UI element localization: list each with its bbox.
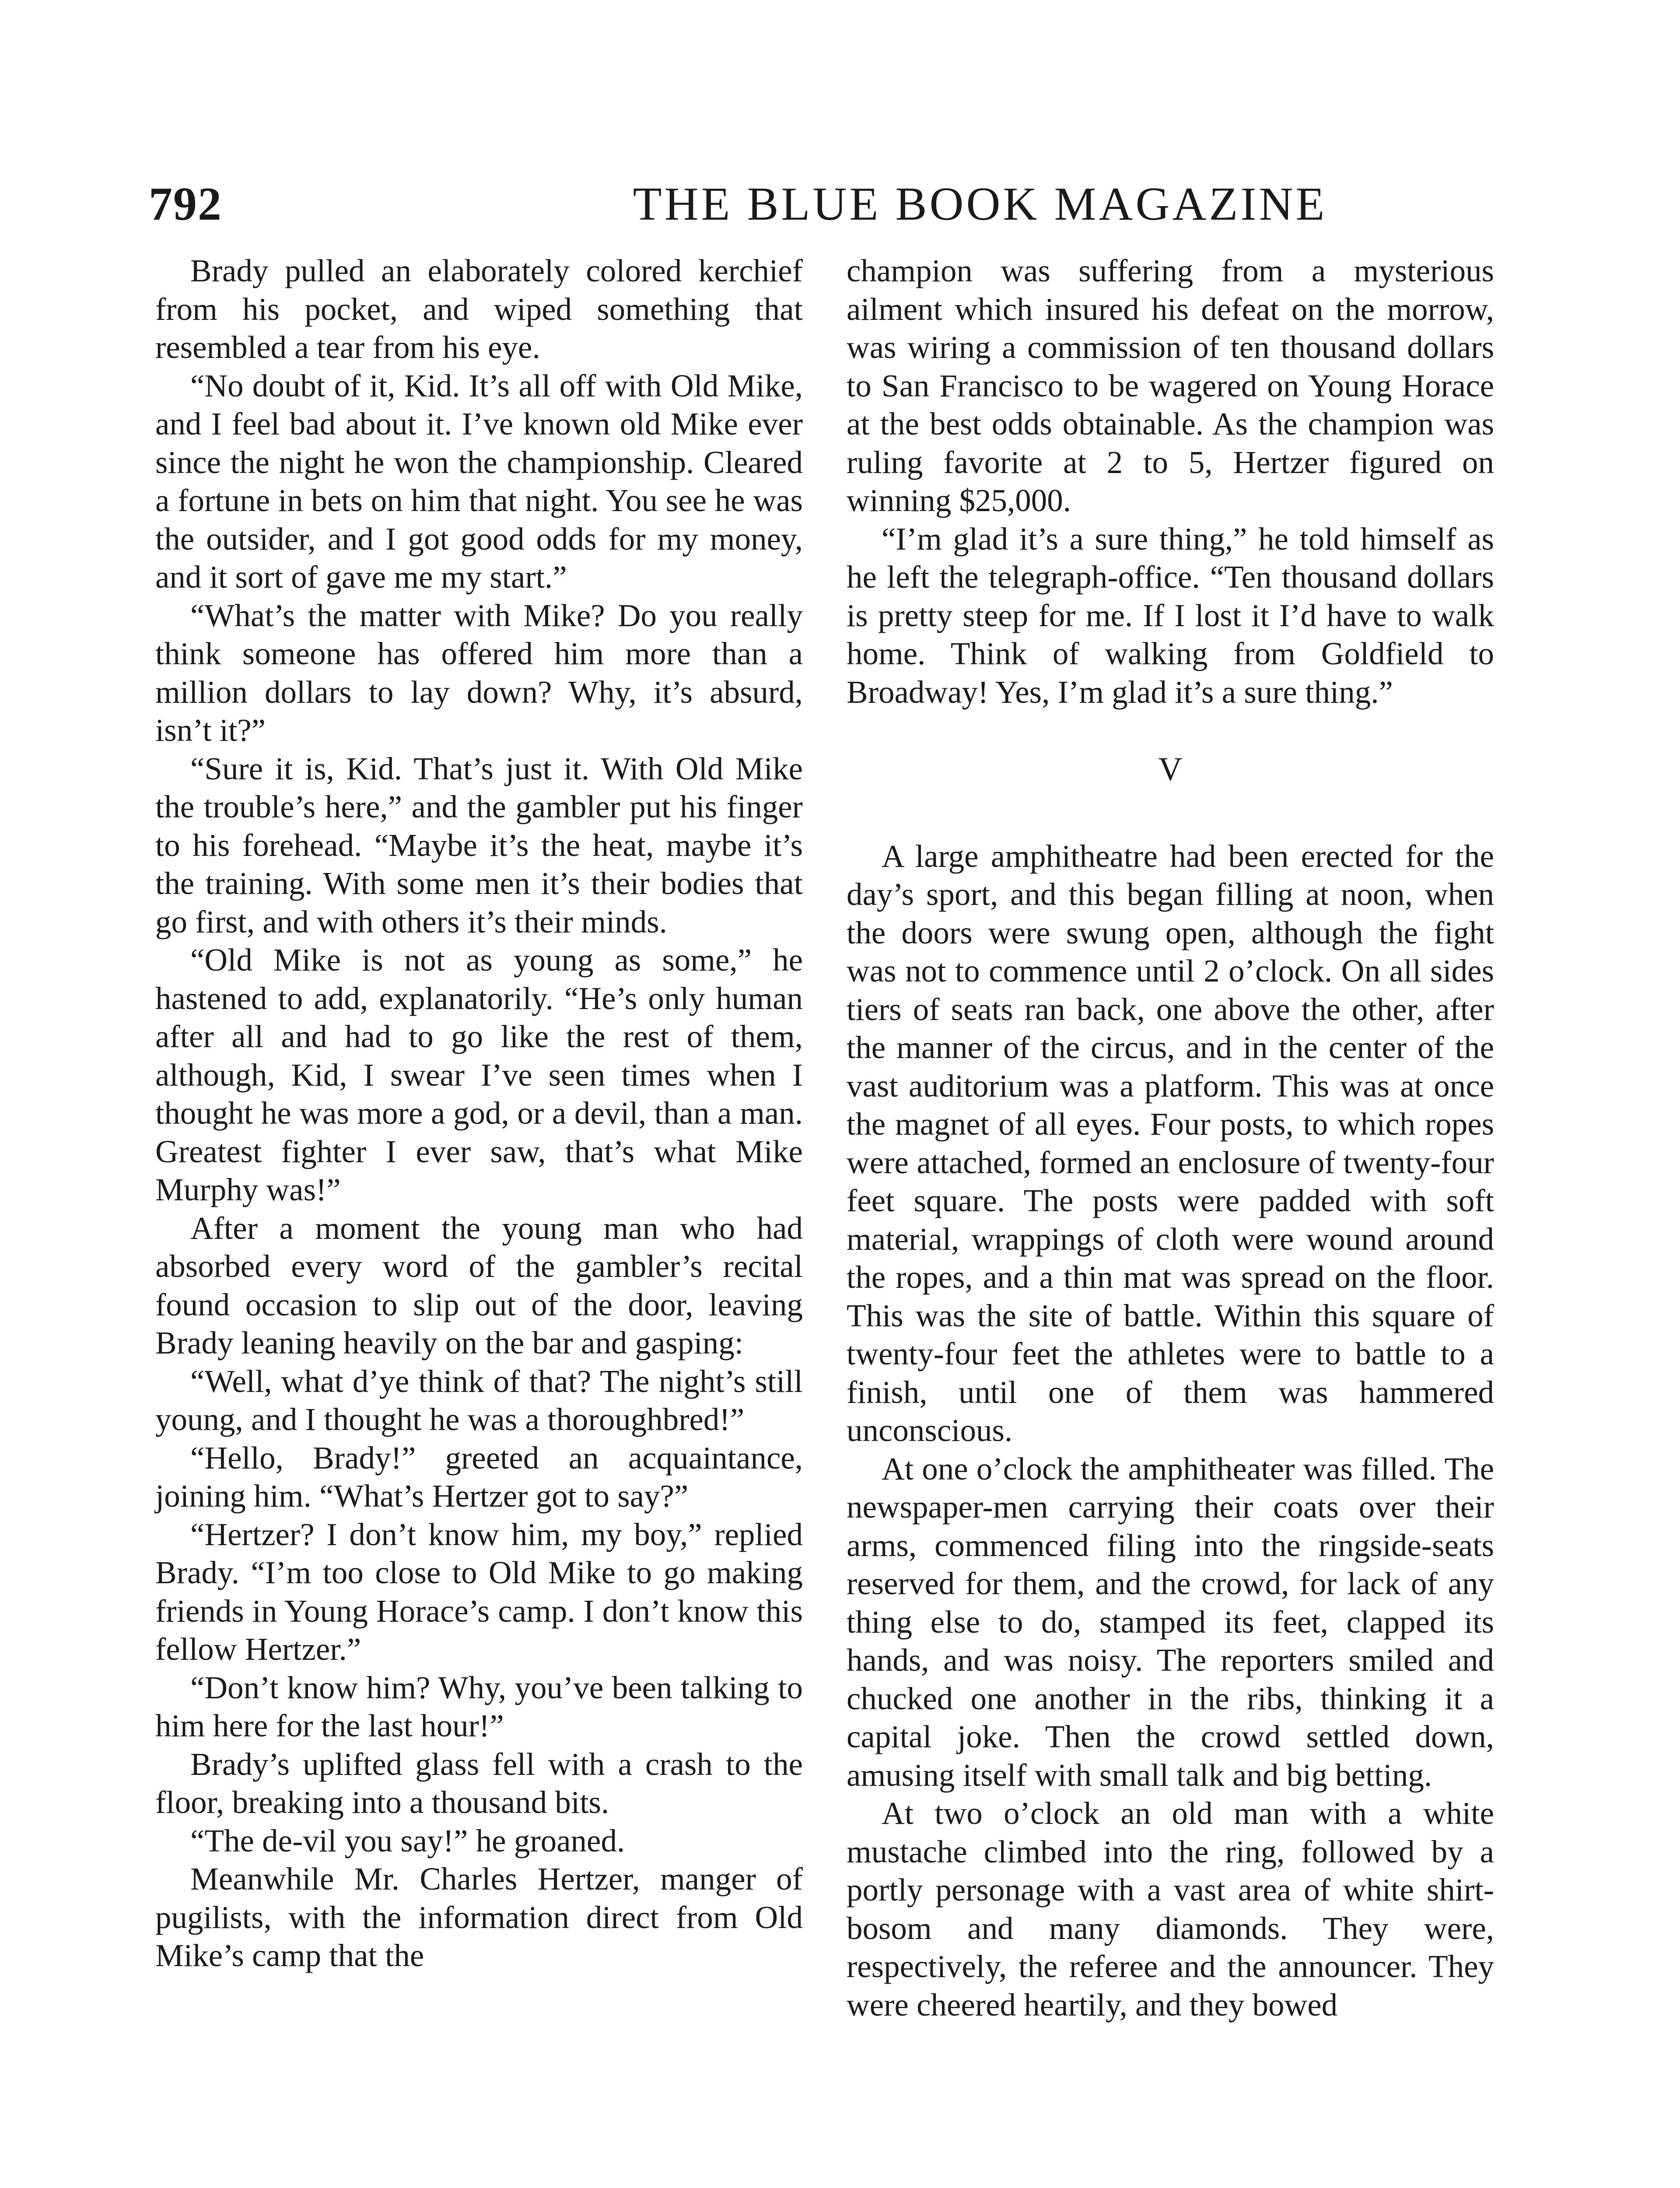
paragraph: At two o’clock an old man with a white mustache climbed into the ring, followed by a portly personage with a vast area of white shirt-bosom and many diamonds. They were, respectively, the referee and the announcer. They were cheered heartily, and they bowed [847, 1795, 1494, 2023]
paragraph: Brady’s uplifted glass fell with a crash to the floor, breaking into a thousand bits. [155, 1746, 803, 1820]
paragraph: “The de-vil you say!” he groaned. [190, 1823, 625, 1858]
paragraph: “Sure it is, Kid. That’s just it. With Old Mike the trouble’s here,” and the gambler put his finger to his forehead. “Maybe it’s the heat, maybe it’s the training. With some men it’s their bodies that go first, and with others it’s their minds. [155, 750, 803, 940]
page-header [149, 172, 1505, 237]
paragraph: At one o’clock the amphitheater was filled. The newspaper-men carrying their coats over their arms, commenced filing into the ringside-seats reserved for them, and the crowd, for lack of any thing else to do, stamped its feet, clapped its hands, and was noisy. The reporters smiled and chucked one another in the ribs, thinking it a capital joke. Then the crowd settled down, amusing itself with small talk and big betting. [847, 1451, 1494, 1793]
paragraph: “I’m glad it’s a sure thing,” he told himself as he left the telegraph-office. “Ten thousand dollars is pretty steep for me. If I lost it I’d have to walk home. Think of walking from Goldfield to Broadway! Yes, I’m glad it’s a sure thing.” [847, 521, 1494, 710]
paragraph: “Hertzer? I don’t know him, my boy,” replied Brady. “I’m too close to Old Mike to go making friends in Young Horace’s camp. I don’t know this fellow Hertzer.” [155, 1516, 803, 1667]
paragraph-continued: champion was suffering from a mysterious ailment which insured his defeat on the morrow, was wiring a commission of ten thousand dollars to San Francisco to be wagered on Young Horace at the best odds obtainable. As the champion was ruling favorite at 2 to 5, Hertzer figured on winning $25,000. [847, 253, 1494, 518]
paragraph: “Hello, Brady!” greeted an acquaintance, joining him. “What’s Hertzer got to say?” [155, 1440, 803, 1514]
paragraph: “Well, what d’ye think of that? The night’s still young, and I thought he was a thoroughbred!” [155, 1363, 803, 1437]
paragraph: “What’s the matter with Mike? Do you really think someone has offered him more than a million dollars to lay down? Why, it’s absurd, isn’t it?” [155, 597, 803, 748]
paragraph: Brady pulled an elaborately colored kerchief from his pocket, and wiped something that resembled a tear from his eye. [155, 253, 803, 365]
paragraph: A large amphitheatre had been erected for the day’s sport, and this began filling at noon, when the doors were swung open, although the fight was not to commence until 2 o’clock. On all sides tiers of seats ran back, one above the other, after the manner of the circus, and in the center of the vast auditorium was a platform. This was at once the magnet of all eyes. Four posts, to which ropes were attached, formed an enclosure of twenty-four feet square. The posts were padded with soft material, wrappings of cloth were wound around the ropes, and a thin mat was spread on the floor. This was the site of battle. Within this square of twenty-four feet the athletes were to battle to a finish, until one of them was hammered unconscious. [847, 838, 1494, 1448]
paragraph: “Don’t know him? Why, you’ve been talking to him here for the last hour!” [155, 1669, 803, 1743]
running-title: THE BLUE BOOK MAGAZINE [633, 178, 1327, 230]
paragraph: Meanwhile Mr. Charles Hertzer, manger of pugilists, with the information direct from Old Mike’s camp that the [155, 1861, 803, 1973]
right-column [847, 252, 1494, 2024]
page-number: 792 [149, 178, 222, 230]
paragraph: “No doubt of it, Kid. It’s all off with Old Mike, and I feel bad about it. I’ve known old Mike ever since the night he won the championship. Cleared a fortune in bets on him that night. You see he was the outsider, and I got good odds for my money, and it sort of gave me my start.” [155, 368, 803, 595]
paragraph: “Old Mike is not as young as some,” he hastened to add, explanatorily. “He’s only human after all and had to go like the rest of them, although, Kid, I swear I’ve seen times when I thought he was more a god, or a devil, than a man. Greatest fighter I ever saw, that’s what Mike Murphy was!” [155, 942, 803, 1207]
left-column [155, 252, 803, 1975]
section-heading: V [1158, 751, 1183, 788]
paragraph: After a moment the young man who had absorbed every word of the gambler’s recital found occasion to slip out of the door, leaving Brady leaning heavily on the bar and gasping: [155, 1210, 803, 1360]
